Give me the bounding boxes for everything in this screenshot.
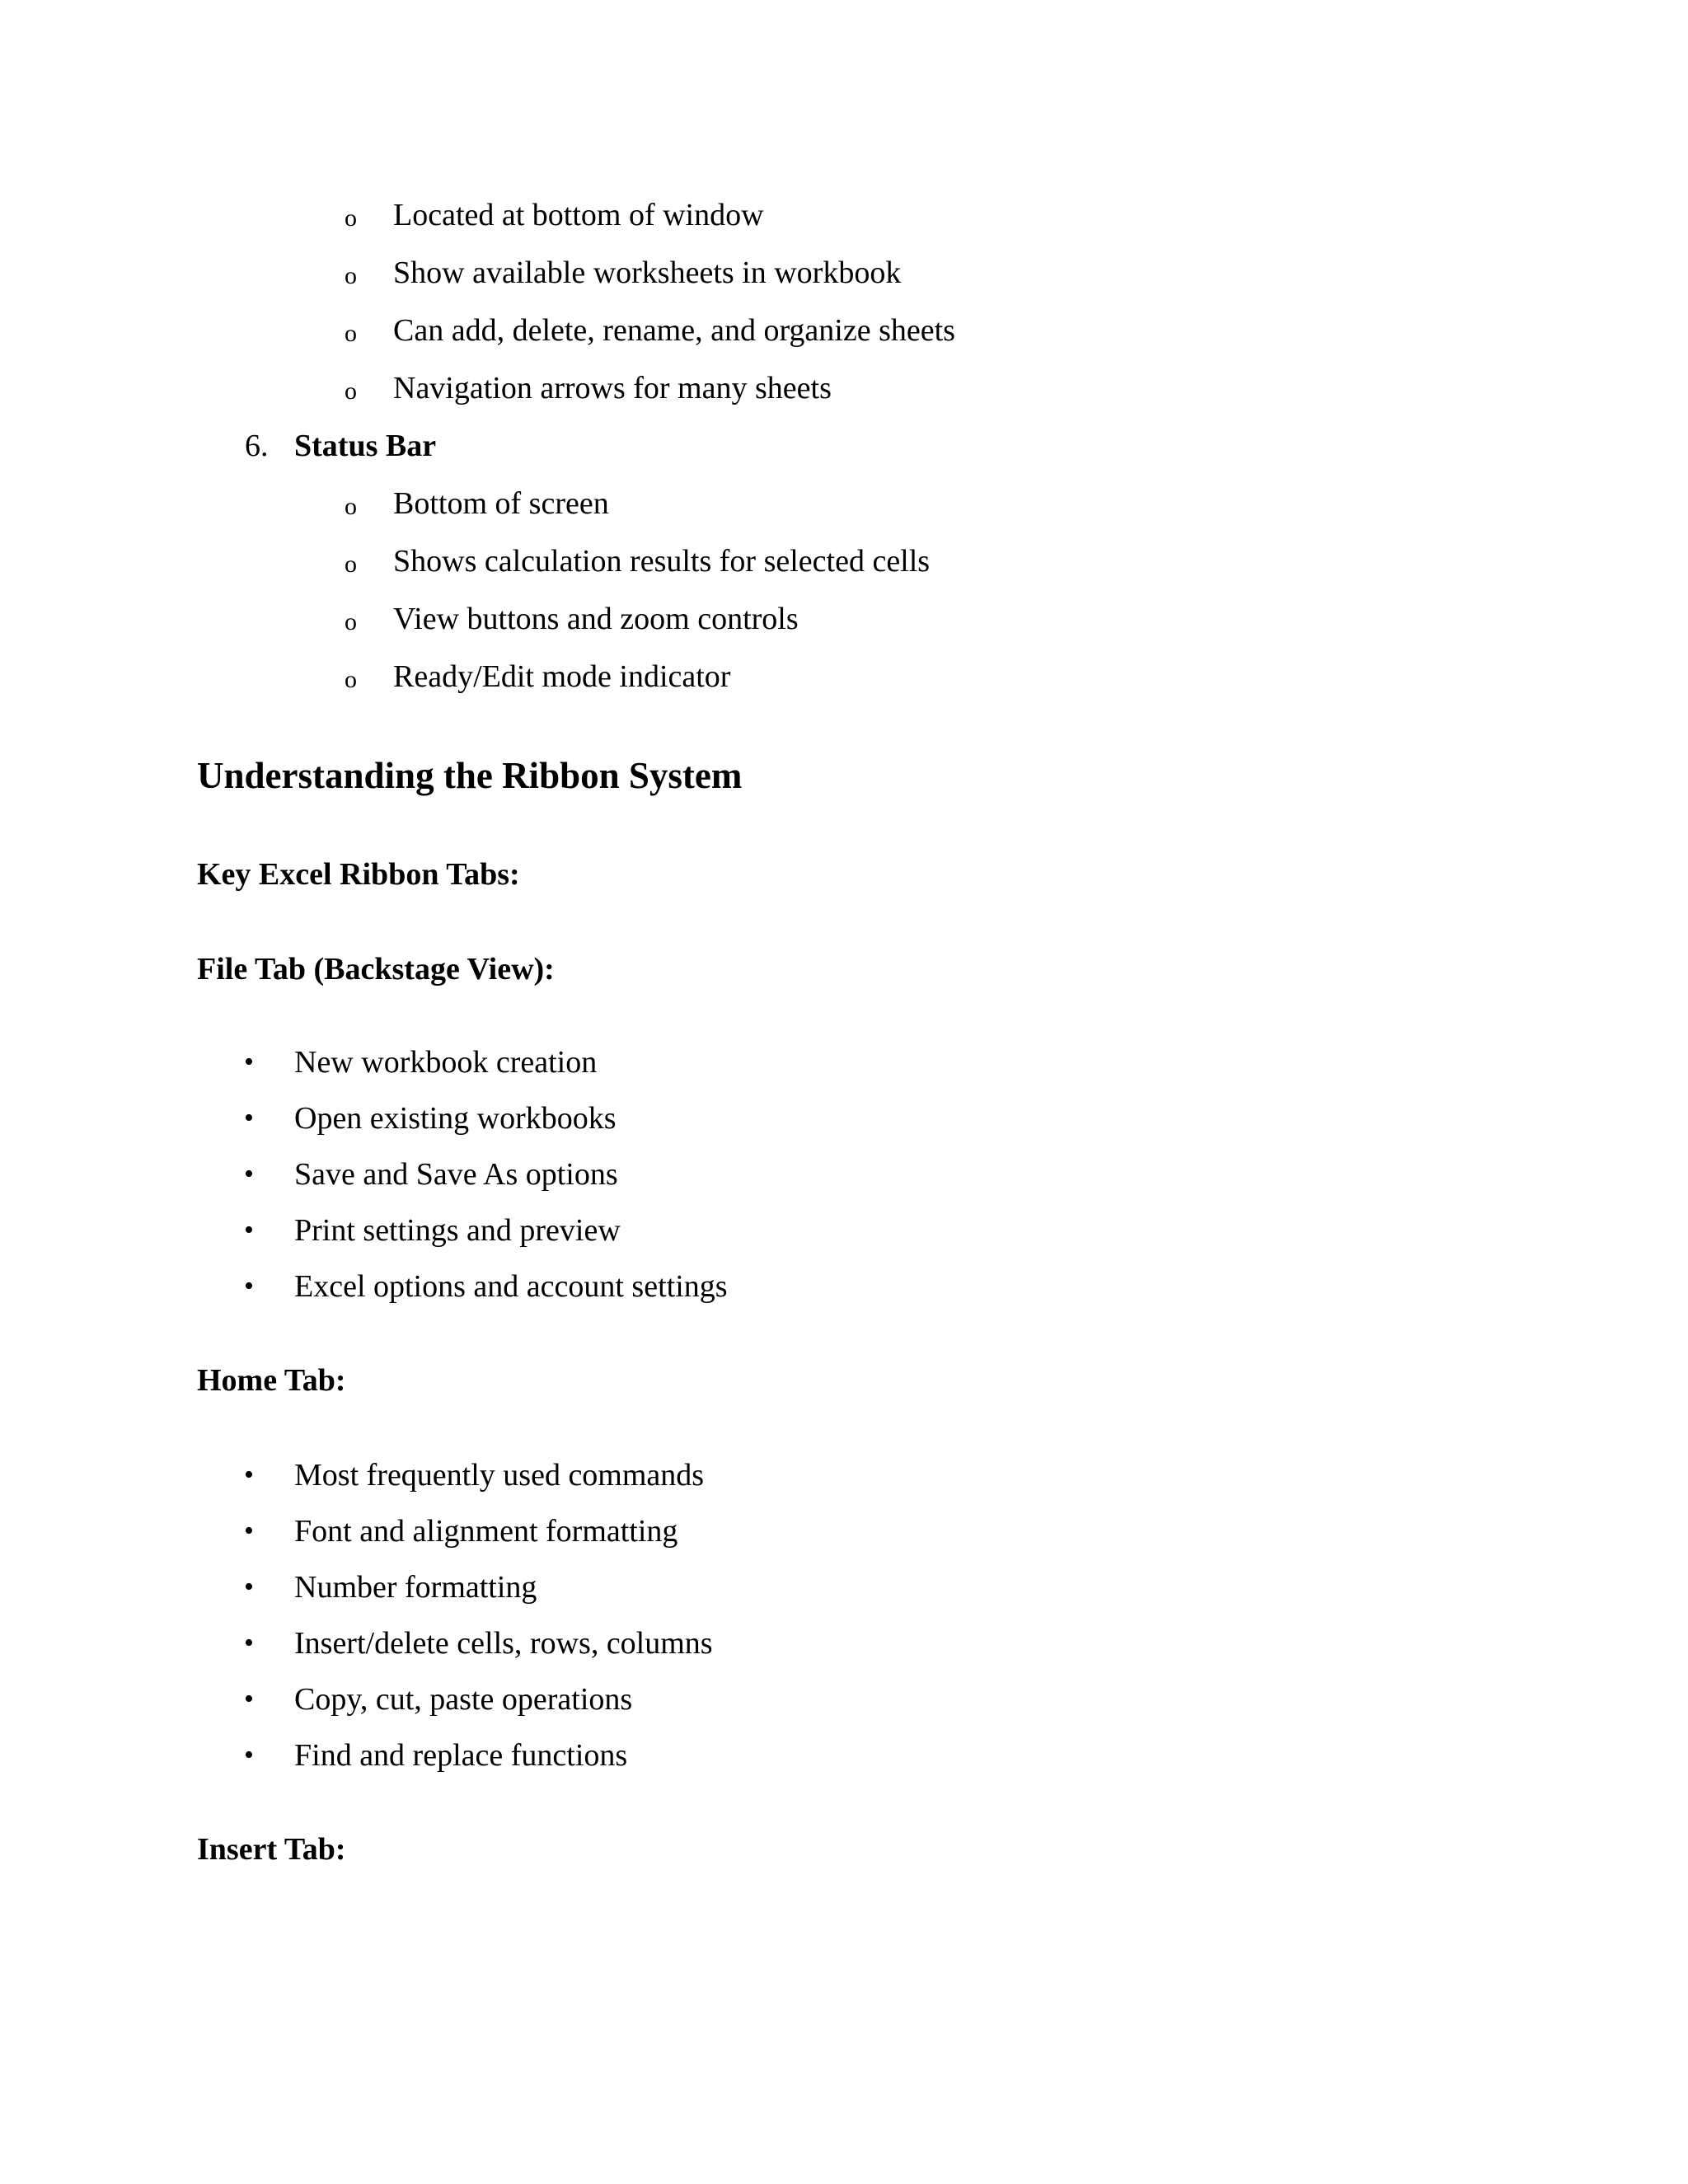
bullet-marker: • — [244, 1215, 254, 1245]
bullet-item-text: Insert/delete cells, rows, columns — [294, 1626, 713, 1661]
bullet-item-text: Copy, cut, paste operations — [294, 1682, 633, 1717]
bullet-marker: • — [244, 1684, 254, 1714]
sub-list-item-text: Can add, delete, rename, and organize sheets — [393, 313, 955, 348]
bullet-marker: • — [244, 1572, 254, 1602]
sub-bullet-marker: o — [345, 666, 357, 693]
subheading-home-tab: Home Tab: — [197, 1363, 346, 1398]
bullet-item-text: Print settings and preview — [294, 1213, 621, 1248]
section-heading: Understanding the Ribbon System — [197, 755, 743, 796]
subheading-insert-tab: Insert Tab: — [197, 1832, 346, 1867]
bullet-item-text: New workbook creation — [294, 1045, 598, 1080]
sub-list-item-text: Bottom of screen — [393, 486, 609, 521]
bullet-item-text: Excel options and account settings — [294, 1269, 728, 1304]
sub-list-item-text: View buttons and zoom controls — [393, 602, 799, 636]
bullet-marker: • — [244, 1047, 254, 1077]
bullet-item-text: Font and alignment formatting — [294, 1514, 678, 1549]
bullet-item-text: Save and Save As options — [294, 1157, 618, 1192]
sub-list-item-text: Located at bottom of window — [393, 198, 764, 232]
sub-bullet-marker: o — [345, 377, 357, 405]
sub-bullet-marker: o — [345, 204, 357, 232]
bullet-marker: • — [244, 1103, 254, 1133]
bullet-marker: • — [244, 1460, 254, 1490]
bullet-item-text: Number formatting — [294, 1570, 537, 1605]
subheading-key-tabs: Key Excel Ribbon Tabs: — [197, 857, 520, 892]
bullet-item-text: Open existing workbooks — [294, 1101, 617, 1136]
sub-bullet-marker: o — [345, 608, 357, 635]
bullet-item-text: Find and replace functions — [294, 1738, 628, 1773]
subheading-file-tab: File Tab (Backstage View): — [197, 952, 555, 987]
list-item-title: Status Bar — [294, 429, 437, 463]
bullet-marker: • — [244, 1740, 254, 1770]
bullet-item-text: Most frequently used commands — [294, 1458, 705, 1493]
sub-list-item-text: Shows calculation results for selected cells — [393, 544, 931, 579]
bullet-marker: • — [244, 1271, 254, 1301]
sub-list-item-text: Show available worksheets in workbook — [393, 255, 902, 290]
sub-bullet-marker: o — [345, 551, 357, 578]
bullet-marker: • — [244, 1628, 254, 1658]
sub-bullet-marker: o — [345, 493, 357, 520]
bullet-marker: • — [244, 1159, 254, 1189]
sub-bullet-marker: o — [345, 320, 357, 347]
list-number: 6. — [245, 429, 269, 463]
sub-bullet-marker: o — [345, 262, 357, 289]
sub-list-item-text: Ready/Edit mode indicator — [393, 659, 731, 694]
sub-list-item-text: Navigation arrows for many sheets — [393, 371, 832, 405]
bullet-marker: • — [244, 1516, 254, 1546]
